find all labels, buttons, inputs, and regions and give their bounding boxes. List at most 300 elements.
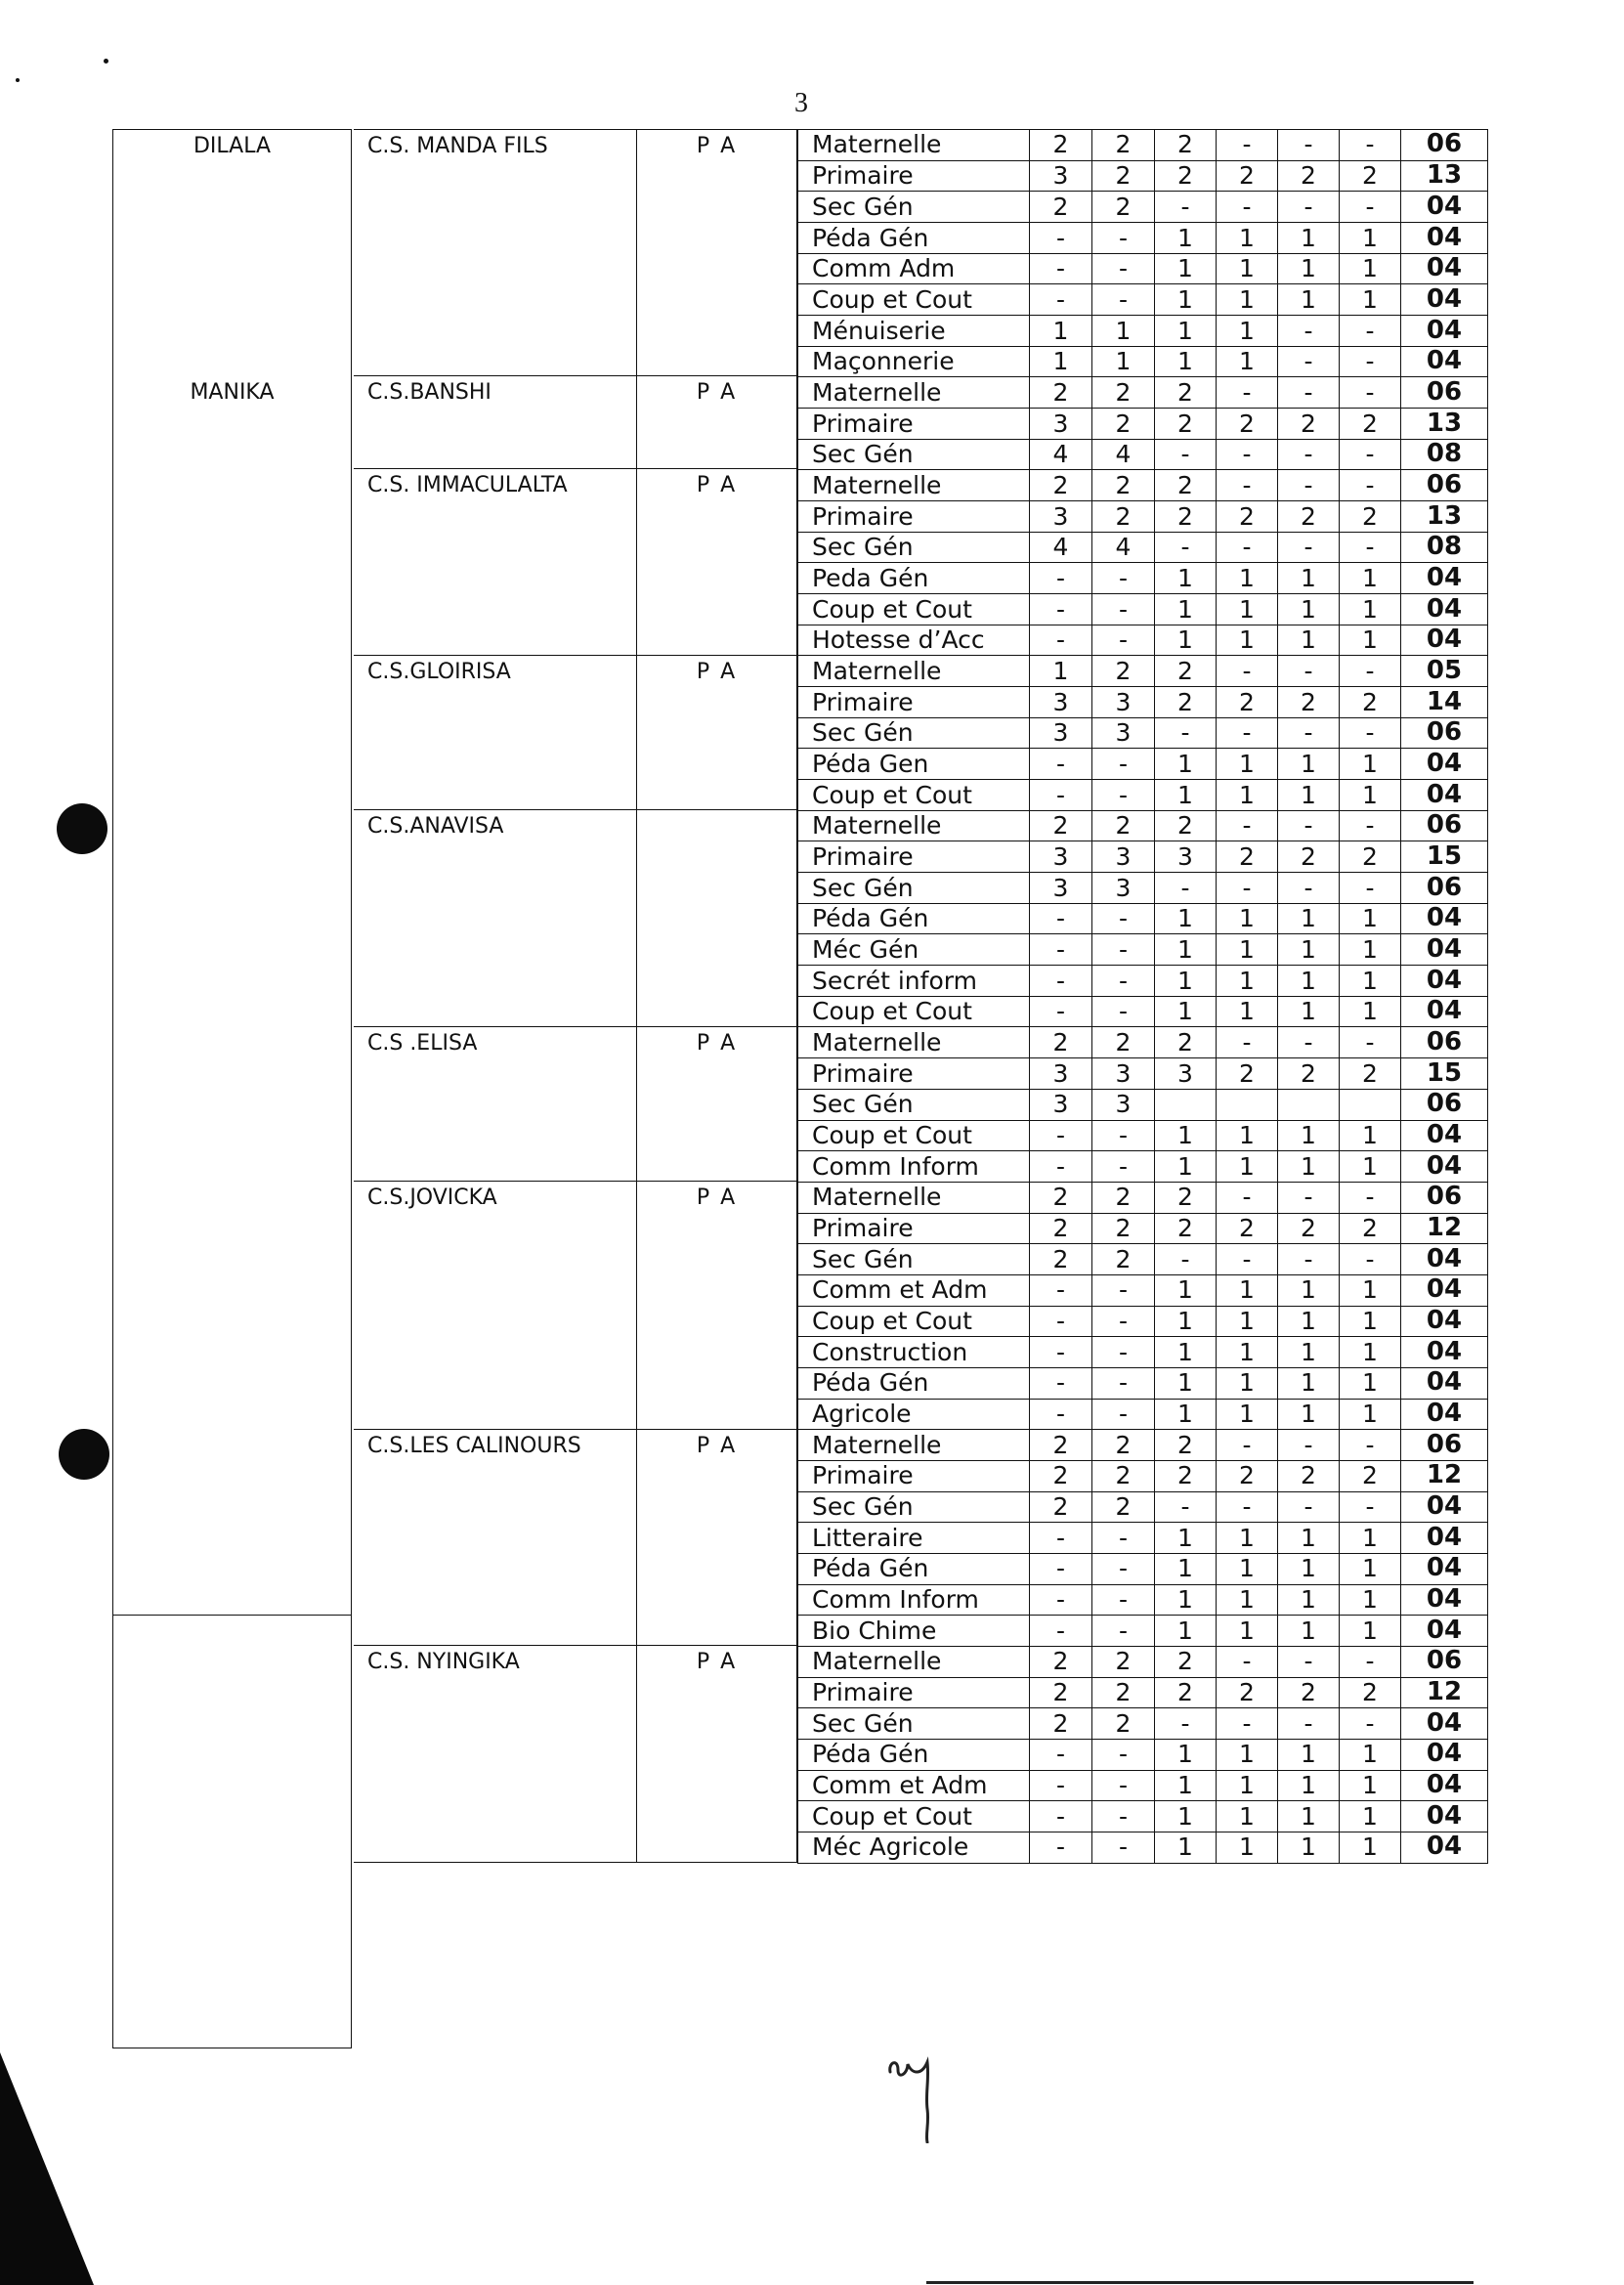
total-cell: 04 <box>1401 1708 1488 1740</box>
count-cell: - <box>1340 130 1401 161</box>
count-cell: 1 <box>1278 1616 1340 1647</box>
count-cell: 2 <box>1340 1677 1401 1708</box>
count-cell: 2 <box>1092 1708 1155 1740</box>
count-cell: - <box>1217 1027 1278 1058</box>
count-cell: - <box>1155 192 1217 223</box>
count-cell: 1 <box>1217 1739 1278 1770</box>
count-cell: 1 <box>1155 253 1217 284</box>
level-cell: Maternelle <box>798 1027 1030 1058</box>
count-cell: 2 <box>1030 192 1092 223</box>
count-cell: 1 <box>1278 1151 1340 1183</box>
count-cell: 3 <box>1155 1058 1217 1090</box>
total-cell: 13 <box>1401 409 1488 440</box>
count-cell: 2 <box>1278 687 1340 718</box>
count-cell: 1 <box>1340 1832 1401 1863</box>
count-cell: - <box>1217 873 1278 904</box>
table-row <box>798 873 1488 904</box>
count-cell: - <box>1092 1832 1155 1863</box>
total-cell: 14 <box>1401 687 1488 718</box>
count-cell: 1 <box>1278 1337 1340 1368</box>
total-cell: 04 <box>1401 1616 1488 1647</box>
count-cell: - <box>1030 1616 1092 1647</box>
count-cell: - <box>1092 284 1155 316</box>
total-cell: 04 <box>1401 223 1488 254</box>
count-cell: 1 <box>1340 780 1401 811</box>
count-cell: - <box>1092 1616 1155 1647</box>
count-cell: - <box>1092 780 1155 811</box>
count-cell: 2 <box>1217 160 1278 192</box>
table-row <box>798 1770 1488 1801</box>
table-row <box>798 594 1488 625</box>
count-cell: - <box>1155 439 1217 470</box>
count-cell: 1 <box>1155 563 1217 594</box>
count-cell: 3 <box>1092 1058 1155 1090</box>
count-cell: 1 <box>1217 253 1278 284</box>
count-cell: 1 <box>1155 749 1217 780</box>
count-cell: 2 <box>1155 501 1217 533</box>
total-cell: 06 <box>1401 130 1488 161</box>
total-cell: 04 <box>1401 1801 1488 1832</box>
table-row <box>798 1274 1488 1306</box>
count-cell: 2 <box>1092 810 1155 841</box>
school-status: P A <box>696 1433 738 1458</box>
scan-edge-line <box>926 2281 1474 2284</box>
count-cell: - <box>1217 656 1278 687</box>
total-cell: 15 <box>1401 841 1488 873</box>
area-name: MANIKA <box>190 380 275 406</box>
school-cell <box>354 469 637 655</box>
count-cell: 1 <box>1155 1832 1217 1863</box>
school-name: C.S.JOVICKA <box>367 1186 497 1211</box>
level-cell: Comm Inform <box>798 1151 1030 1183</box>
table-row <box>798 1708 1488 1740</box>
count-cell: 1 <box>1155 903 1217 934</box>
total-cell: 04 <box>1401 780 1488 811</box>
total-cell: 04 <box>1401 316 1488 347</box>
level-cell: Péda Gén <box>798 1367 1030 1399</box>
count-cell: 2 <box>1092 1244 1155 1275</box>
count-cell: - <box>1092 1739 1155 1770</box>
count-cell: - <box>1340 346 1401 377</box>
count-cell: 2 <box>1340 687 1401 718</box>
count-cell: 1 <box>1217 966 1278 997</box>
table-row <box>798 966 1488 997</box>
count-cell: 1 <box>1155 625 1217 656</box>
school-cell <box>354 1430 637 1647</box>
count-cell: 1 <box>1340 1801 1401 1832</box>
count-cell: 1 <box>1155 346 1217 377</box>
table-row <box>798 1120 1488 1151</box>
count-cell: 1 <box>1030 316 1092 347</box>
count-cell: 1 <box>1278 1770 1340 1801</box>
count-cell: - <box>1092 1553 1155 1584</box>
count-cell: 1 <box>1278 966 1340 997</box>
count-cell: 1 <box>1340 253 1401 284</box>
scan-speck <box>104 59 108 64</box>
count-cell: 3 <box>1030 717 1092 749</box>
table-row <box>798 1367 1488 1399</box>
table-row <box>798 1832 1488 1863</box>
count-cell: 1 <box>1340 1337 1401 1368</box>
count-cell: - <box>1217 1491 1278 1523</box>
count-cell: 3 <box>1092 687 1155 718</box>
count-cell: 1 <box>1217 1337 1278 1368</box>
count-cell: 1 <box>1278 1801 1340 1832</box>
level-cell: Sec Gén <box>798 873 1030 904</box>
total-cell: 06 <box>1401 377 1488 409</box>
table-row <box>798 780 1488 811</box>
school-name: C.S. NYINGIKA <box>367 1650 520 1675</box>
level-cell: Sec Gén <box>798 532 1030 563</box>
level-cell: Primaire <box>798 160 1030 192</box>
count-cell: - <box>1092 749 1155 780</box>
total-cell: 06 <box>1401 470 1488 501</box>
level-cell: Sec Gén <box>798 439 1030 470</box>
school-name: C.S.ANAVISA <box>367 813 504 839</box>
status-cell <box>637 810 797 1027</box>
total-cell: 04 <box>1401 1523 1488 1554</box>
total-cell: 04 <box>1401 1151 1488 1183</box>
level-cell: Comm et Adm <box>798 1274 1030 1306</box>
count-cell: - <box>1217 130 1278 161</box>
count-cell: - <box>1278 346 1340 377</box>
count-cell: 2 <box>1278 409 1340 440</box>
count-cell: 1 <box>1217 780 1278 811</box>
count-cell: 2 <box>1030 1708 1092 1740</box>
level-cell: Sec Gén <box>798 1244 1030 1275</box>
table-row <box>798 284 1488 316</box>
count-cell: 1 <box>1155 316 1217 347</box>
count-cell: 1 <box>1340 1616 1401 1647</box>
count-cell: 3 <box>1092 873 1155 904</box>
count-cell: 2 <box>1030 377 1092 409</box>
level-cell: Maternelle <box>798 810 1030 841</box>
level-cell: Coup et Cout <box>798 996 1030 1027</box>
table-row <box>798 192 1488 223</box>
count-cell: 1 <box>1278 749 1340 780</box>
total-cell: 13 <box>1401 160 1488 192</box>
count-cell: 1 <box>1217 316 1278 347</box>
school-cell <box>354 376 637 469</box>
count-cell: 1 <box>1155 996 1217 1027</box>
count-cell: 4 <box>1030 439 1092 470</box>
table-row <box>798 1801 1488 1832</box>
level-cell: Coup et Cout <box>798 780 1030 811</box>
count-cell: - <box>1030 1801 1092 1832</box>
count-cell: 2 <box>1217 1677 1278 1708</box>
count-cell: - <box>1092 966 1155 997</box>
count-cell: 1 <box>1340 966 1401 997</box>
count-cell: 1 <box>1217 1801 1278 1832</box>
count-cell: - <box>1092 1337 1155 1368</box>
count-cell: 1 <box>1278 594 1340 625</box>
count-cell: 2 <box>1278 1677 1340 1708</box>
table-row <box>798 656 1488 687</box>
table-row <box>798 1553 1488 1584</box>
school-status: P A <box>696 1030 738 1056</box>
table-row <box>798 532 1488 563</box>
table-row <box>798 1027 1488 1058</box>
table-row <box>798 903 1488 934</box>
count-cell: 1 <box>1155 1770 1217 1801</box>
count-cell: 1 <box>1155 780 1217 811</box>
total-cell: 04 <box>1401 966 1488 997</box>
count-cell: 2 <box>1340 841 1401 873</box>
count-cell: 1 <box>1030 346 1092 377</box>
count-cell: 1 <box>1340 223 1401 254</box>
count-cell: - <box>1030 594 1092 625</box>
count-cell: 2 <box>1155 1677 1217 1708</box>
count-cell: - <box>1278 192 1340 223</box>
level-cell: Primaire <box>798 1058 1030 1090</box>
level-cell: Péda Gén <box>798 223 1030 254</box>
count-cell: 1 <box>1217 1832 1278 1863</box>
count-cell: 2 <box>1155 1646 1217 1677</box>
count-cell: - <box>1217 470 1278 501</box>
level-cell: Sec Gén <box>798 1089 1030 1120</box>
count-cell: - <box>1217 1708 1278 1740</box>
count-cell: - <box>1092 1120 1155 1151</box>
count-cell: 1 <box>1155 966 1217 997</box>
count-cell: - <box>1155 873 1217 904</box>
count-cell: 4 <box>1030 532 1092 563</box>
level-cell: Sec Gén <box>798 1708 1030 1740</box>
count-cell: 2 <box>1030 1430 1092 1461</box>
table-row <box>798 409 1488 440</box>
total-cell: 08 <box>1401 532 1488 563</box>
count-cell: 4 <box>1092 439 1155 470</box>
table-row <box>798 841 1488 873</box>
count-cell: - <box>1092 996 1155 1027</box>
count-cell: - <box>1278 316 1340 347</box>
count-cell: - <box>1278 717 1340 749</box>
count-cell: 1 <box>1340 1739 1401 1770</box>
count-cell: 2 <box>1092 470 1155 501</box>
level-cell: Primaire <box>798 1460 1030 1491</box>
count-cell: 2 <box>1155 810 1217 841</box>
total-cell: 04 <box>1401 1553 1488 1584</box>
count-cell: - <box>1030 966 1092 997</box>
count-cell: 1 <box>1340 625 1401 656</box>
total-cell: 05 <box>1401 656 1488 687</box>
count-cell: 1 <box>1155 1337 1217 1368</box>
count-cell: - <box>1092 1770 1155 1801</box>
total-cell: 04 <box>1401 1244 1488 1275</box>
count-cell: 1 <box>1340 1274 1401 1306</box>
total-cell: 04 <box>1401 1399 1488 1430</box>
area-cell <box>112 129 352 376</box>
count-cell: - <box>1030 563 1092 594</box>
count-cell: - <box>1340 1182 1401 1213</box>
count-cell: 1 <box>1340 594 1401 625</box>
table-row <box>798 377 1488 409</box>
level-cell: Ménuiserie <box>798 316 1030 347</box>
count-cell: 1 <box>1155 1553 1217 1584</box>
count-cell: - <box>1030 934 1092 966</box>
level-cell: Coup et Cout <box>798 284 1030 316</box>
count-cell: - <box>1092 903 1155 934</box>
count-cell: 1 <box>1340 1120 1401 1151</box>
school-name: C.S .ELISA <box>367 1030 478 1056</box>
count-cell: 1 <box>1155 594 1217 625</box>
level-cell: Maternelle <box>798 130 1030 161</box>
table-row <box>798 717 1488 749</box>
table-row <box>798 1646 1488 1677</box>
count-cell: 2 <box>1340 1213 1401 1244</box>
count-cell: - <box>1217 717 1278 749</box>
count-cell: 2 <box>1030 1460 1092 1491</box>
count-cell: - <box>1278 1491 1340 1523</box>
count-cell: - <box>1092 594 1155 625</box>
level-cell: Litteraire <box>798 1523 1030 1554</box>
count-cell: 1 <box>1340 1584 1401 1616</box>
count-cell: 1 <box>1278 934 1340 966</box>
count-cell: 1 <box>1278 284 1340 316</box>
count-cell: - <box>1278 1708 1340 1740</box>
handwritten-signature <box>884 2050 962 2143</box>
count-cell: - <box>1217 810 1278 841</box>
count-cell: - <box>1217 532 1278 563</box>
level-cell: Coup et Cout <box>798 1801 1030 1832</box>
count-cell: - <box>1030 903 1092 934</box>
level-cell: Primaire <box>798 841 1030 873</box>
count-cell: 2 <box>1030 470 1092 501</box>
count-cell: 1 <box>1340 1306 1401 1337</box>
level-cell: Primaire <box>798 1213 1030 1244</box>
count-cell: - <box>1217 192 1278 223</box>
count-cell: 2 <box>1155 470 1217 501</box>
count-cell: 2 <box>1155 1027 1217 1058</box>
level-cell: Coup et Cout <box>798 1120 1030 1151</box>
count-cell: - <box>1030 253 1092 284</box>
count-cell: 2 <box>1278 1058 1340 1090</box>
count-cell: 2 <box>1155 1182 1217 1213</box>
count-cell: 1 <box>1217 1306 1278 1337</box>
table-row <box>798 1244 1488 1275</box>
count-cell: 1 <box>1155 1399 1217 1430</box>
status-cell <box>637 1430 797 1647</box>
level-cell: Primaire <box>798 409 1030 440</box>
count-cell: 2 <box>1217 1058 1278 1090</box>
total-cell: 04 <box>1401 346 1488 377</box>
count-cell: 1 <box>1155 1274 1217 1306</box>
count-cell: 1 <box>1155 1151 1217 1183</box>
count-cell: - <box>1030 1739 1092 1770</box>
total-cell: 06 <box>1401 1089 1488 1120</box>
count-cell: 1 <box>1155 1120 1217 1151</box>
count-cell: 1 <box>1155 934 1217 966</box>
count-cell: 1 <box>1340 1523 1401 1554</box>
level-cell: Maternelle <box>798 377 1030 409</box>
total-cell: 13 <box>1401 501 1488 533</box>
table-row <box>798 439 1488 470</box>
total-cell: 04 <box>1401 1832 1488 1863</box>
count-cell: - <box>1217 377 1278 409</box>
count-cell: 1 <box>1217 346 1278 377</box>
count-cell: - <box>1278 810 1340 841</box>
count-cell: 2 <box>1155 1430 1217 1461</box>
school-name: C.S. MANDA FILS <box>367 134 548 158</box>
count-cell <box>1155 1089 1217 1120</box>
status-column <box>637 129 797 2048</box>
table-row <box>798 563 1488 594</box>
count-cell: 1 <box>1340 749 1401 780</box>
count-cell: - <box>1340 873 1401 904</box>
count-cell: - <box>1278 1646 1340 1677</box>
count-cell: 1 <box>1217 749 1278 780</box>
total-cell: 04 <box>1401 749 1488 780</box>
count-cell: 1 <box>1278 1367 1340 1399</box>
count-cell: 2 <box>1340 1460 1401 1491</box>
level-cell: Méc Agricole <box>798 1832 1030 1863</box>
total-cell: 04 <box>1401 1739 1488 1770</box>
count-cell: 1 <box>1217 934 1278 966</box>
level-cell: Maternelle <box>798 1646 1030 1677</box>
count-cell: - <box>1217 1244 1278 1275</box>
count-cell: 1 <box>1217 1399 1278 1430</box>
count-cell: - <box>1340 377 1401 409</box>
count-cell: - <box>1278 656 1340 687</box>
count-cell: 1 <box>1217 1120 1278 1151</box>
count-cell: - <box>1092 1801 1155 1832</box>
count-cell: - <box>1278 1430 1340 1461</box>
count-cell: 1 <box>1217 223 1278 254</box>
count-cell: - <box>1155 1491 1217 1523</box>
count-cell: - <box>1092 1584 1155 1616</box>
table-row <box>798 346 1488 377</box>
total-cell: 04 <box>1401 625 1488 656</box>
total-cell: 06 <box>1401 1182 1488 1213</box>
table-row <box>798 1182 1488 1213</box>
level-cell: Maternelle <box>798 1182 1030 1213</box>
count-cell: 2 <box>1030 1677 1092 1708</box>
count-cell: 1 <box>1217 1616 1278 1647</box>
count-cell: 1 <box>1340 1553 1401 1584</box>
school-cell <box>354 810 637 1027</box>
count-cell: 3 <box>1030 1058 1092 1090</box>
count-cell: - <box>1155 717 1217 749</box>
count-cell: - <box>1340 532 1401 563</box>
status-cell <box>637 1182 797 1429</box>
table-row <box>798 470 1488 501</box>
count-cell: 3 <box>1030 160 1092 192</box>
count-cell: - <box>1030 1770 1092 1801</box>
table-row <box>798 810 1488 841</box>
total-cell: 08 <box>1401 439 1488 470</box>
count-cell: 2 <box>1030 1491 1092 1523</box>
level-cell: Comm Inform <box>798 1584 1030 1616</box>
count-cell: 2 <box>1092 409 1155 440</box>
scan-speck <box>16 78 20 82</box>
count-cell: 2 <box>1155 656 1217 687</box>
total-cell: 06 <box>1401 1430 1488 1461</box>
count-cell: 2 <box>1155 687 1217 718</box>
table-row <box>798 1523 1488 1554</box>
total-cell: 04 <box>1401 1274 1488 1306</box>
count-cell <box>1278 1089 1340 1120</box>
count-cell: 1 <box>1155 1367 1217 1399</box>
total-cell: 12 <box>1401 1213 1488 1244</box>
count-cell: - <box>1092 625 1155 656</box>
count-cell: - <box>1278 1182 1340 1213</box>
level-cell: Maternelle <box>798 1430 1030 1461</box>
table-row <box>798 1151 1488 1183</box>
count-cell: - <box>1030 1367 1092 1399</box>
count-cell: 2 <box>1092 192 1155 223</box>
status-cell <box>637 469 797 655</box>
count-cell: 1 <box>1217 1151 1278 1183</box>
count-cell: - <box>1340 316 1401 347</box>
